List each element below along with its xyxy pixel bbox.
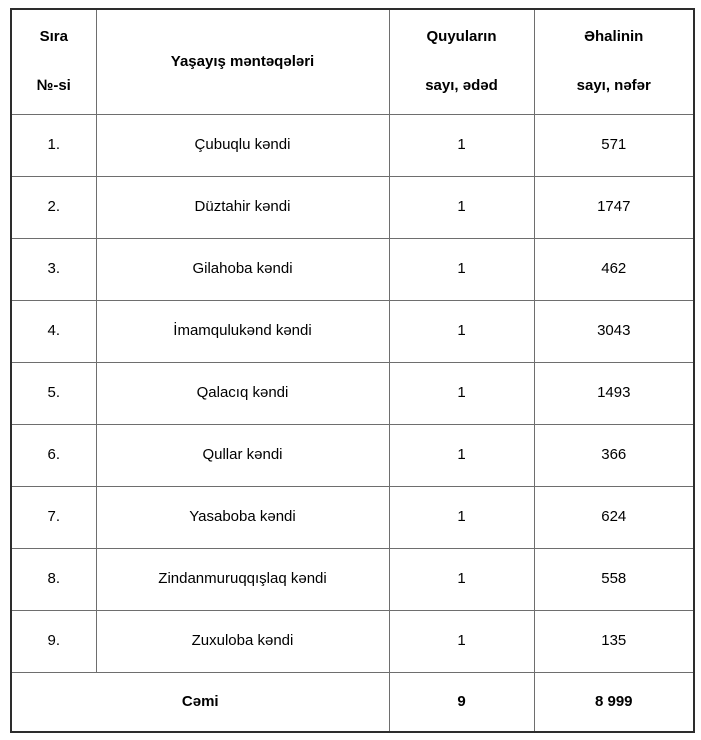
header-line: Əhalinin <box>584 28 644 46</box>
settlement-name: Düztahir kəndi <box>96 176 389 238</box>
population-count: 366 <box>534 424 694 486</box>
total-wells-count: 9 <box>389 672 534 732</box>
table-row <box>11 424 694 486</box>
settlement-name: Zuxuloba kəndi <box>96 610 389 672</box>
table-row <box>11 114 694 176</box>
population-count: 571 <box>534 114 694 176</box>
table-row <box>11 362 694 424</box>
total-row <box>11 672 694 732</box>
population-count: 135 <box>534 610 694 672</box>
settlements-table <box>10 8 695 733</box>
wells-count: 1 <box>389 486 534 548</box>
total-population-count: 8 999 <box>534 672 694 732</box>
col-header-index-lines <box>12 28 96 95</box>
row-number: 6. <box>11 424 96 486</box>
row-number: 2. <box>11 176 96 238</box>
col-header-population-lines <box>535 28 694 95</box>
header-line: sayı, nəfər <box>576 77 651 95</box>
header-line: Yaşayış məntəqələri <box>170 52 315 70</box>
wells-count: 1 <box>389 424 534 486</box>
header-line: №-si <box>36 77 71 95</box>
settlement-name: Zindanmuruqqışlaq kəndi <box>96 548 389 610</box>
table-header <box>11 9 694 114</box>
header-line: Quyuların <box>426 28 497 46</box>
row-number: 8. <box>11 548 96 610</box>
wells-count: 1 <box>389 300 534 362</box>
population-count: 462 <box>534 238 694 300</box>
header-line: Sıra <box>39 28 68 46</box>
table-footer <box>11 672 694 732</box>
population-count: 624 <box>534 486 694 548</box>
col-header-index <box>11 9 96 114</box>
row-number: 9. <box>11 610 96 672</box>
wells-count: 1 <box>389 114 534 176</box>
row-number: 3. <box>11 238 96 300</box>
table-row <box>11 300 694 362</box>
header-line: sayı, ədəd <box>425 77 498 95</box>
wells-count: 1 <box>389 548 534 610</box>
population-count: 558 <box>534 548 694 610</box>
wells-count: 1 <box>389 176 534 238</box>
population-count: 1747 <box>534 176 694 238</box>
settlement-name: Gilahoba kəndi <box>96 238 389 300</box>
settlement-name: Qalacıq kəndi <box>96 362 389 424</box>
table-row <box>11 238 694 300</box>
table-body <box>11 114 694 672</box>
col-header-settlement <box>96 9 389 114</box>
total-label: Cəmi <box>11 672 389 732</box>
wells-count: 1 <box>389 610 534 672</box>
col-header-settlement-lines <box>97 53 389 71</box>
settlement-name: İmamqulukənd kəndi <box>96 300 389 362</box>
row-number: 1. <box>11 114 96 176</box>
table-row <box>11 548 694 610</box>
row-number: 5. <box>11 362 96 424</box>
col-header-wells-lines <box>390 28 534 95</box>
col-header-wells <box>389 9 534 114</box>
settlement-name: Çubuqlu kəndi <box>96 114 389 176</box>
wells-count: 1 <box>389 362 534 424</box>
table-row <box>11 176 694 238</box>
header-row <box>11 9 694 114</box>
settlement-name: Yasaboba kəndi <box>96 486 389 548</box>
col-header-population <box>534 9 694 114</box>
population-count: 3043 <box>534 300 694 362</box>
wells-count: 1 <box>389 238 534 300</box>
table-row <box>11 486 694 548</box>
population-count: 1493 <box>534 362 694 424</box>
document-page <box>10 8 695 733</box>
row-number: 4. <box>11 300 96 362</box>
settlement-name: Qullar kəndi <box>96 424 389 486</box>
table-row <box>11 610 694 672</box>
row-number: 7. <box>11 486 96 548</box>
